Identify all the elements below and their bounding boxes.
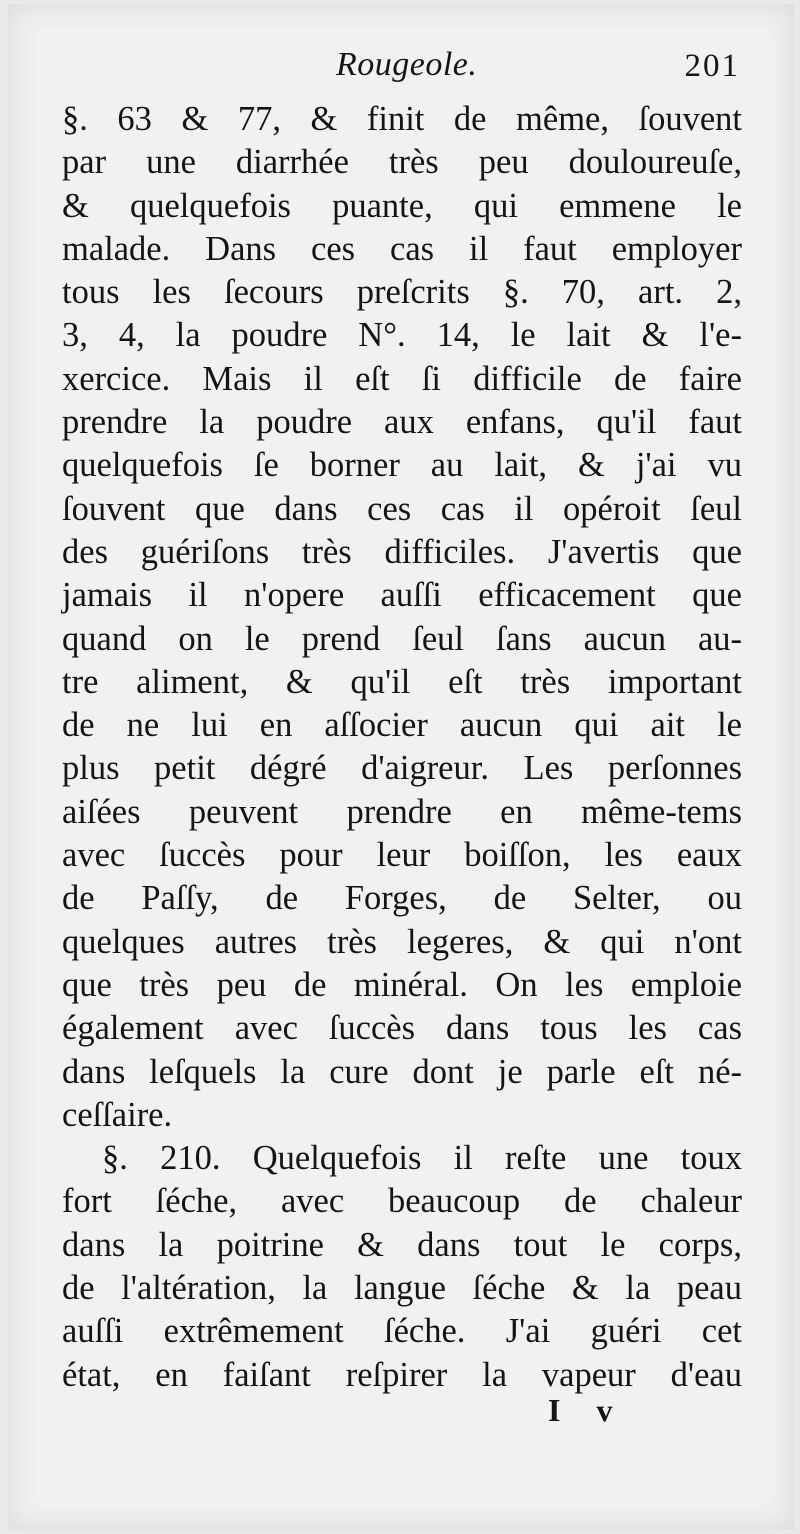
text-line: xercice. Mais il eſt ſi difficile de faire [62,359,742,398]
text-line: auſſi extrêmement ſéche. J'ai guéri cet [62,1312,742,1351]
text-line: prendre la poudre aux enfans, qu'il faut [62,403,742,442]
text-line: que très peu de minéral. On les emploie [62,965,742,1004]
text-line: avec ſuccès pour leur boiſſon, les eaux [62,836,742,875]
text-line: dans la poitrine & dans tout le corps, [62,1225,742,1264]
text-line: des guériſons très difficiles. J'avertis que [62,532,742,571]
text-line: plus petit dégré d'aigreur. Les perſonnes [62,749,742,788]
text-line: dans leſquels la cure dont je parle eſt né- [62,1052,742,1091]
paragraph-end-line: ceſſaire. [62,1095,173,1134]
text-line: état, en faiſant reſpirer la vapeur d'eau [62,1355,742,1394]
text-line: quelquefois ſe borner au lait, & j'ai vu [62,446,742,485]
text-line: par une diarrhée très peu douloureuſe, [62,143,742,182]
page-number: 201 [684,48,740,84]
text-line: tre aliment, & qu'il eſt très important [62,662,742,701]
page-header [0,46,800,96]
paragraph-start-line: §. 210. Quelquefois il reſte une toux [102,1139,742,1178]
text-line: quand on le prend ſeul ſans aucun au- [62,619,742,658]
text-line: de ne lui en aſſocier aucun qui ait le [62,706,742,745]
text-line: fort ſéche, avec beaucoup de chaleur [62,1182,742,1221]
text-line: également avec ſuccès dans tous les cas [62,1009,742,1048]
text-line: jamais il n'opere auſſi efficacement que [62,576,742,615]
text-line: tous les ſecours preſcrits §. 70, art. 2, [62,273,742,312]
signature-mark: I v [548,1392,627,1428]
text-line: ſouvent que dans ces cas il opéroit ſeul [62,489,742,528]
running-title: Rougeole. [336,46,478,83]
text-line: §. 63 & 77, & finit de même, ſouvent [62,100,742,138]
text-line: quelques autres très legeres, & qui n'ont [62,922,742,961]
text-line: malade. Dans ces cas il faut employer [62,229,742,268]
text-line: 3, 4, la poudre N°. 14, le lait & l'e- [62,316,742,355]
text-line: aiſées peuvent prendre en même-tems [62,792,742,831]
body-text [62,98,742,1397]
text-line: & quelquefois puante, qui emmene le [62,186,742,225]
text-line: de l'altération, la langue ſéche & la peau [62,1269,742,1308]
text-line: de Paſſy, de Forges, de Selter, ou [62,879,742,918]
